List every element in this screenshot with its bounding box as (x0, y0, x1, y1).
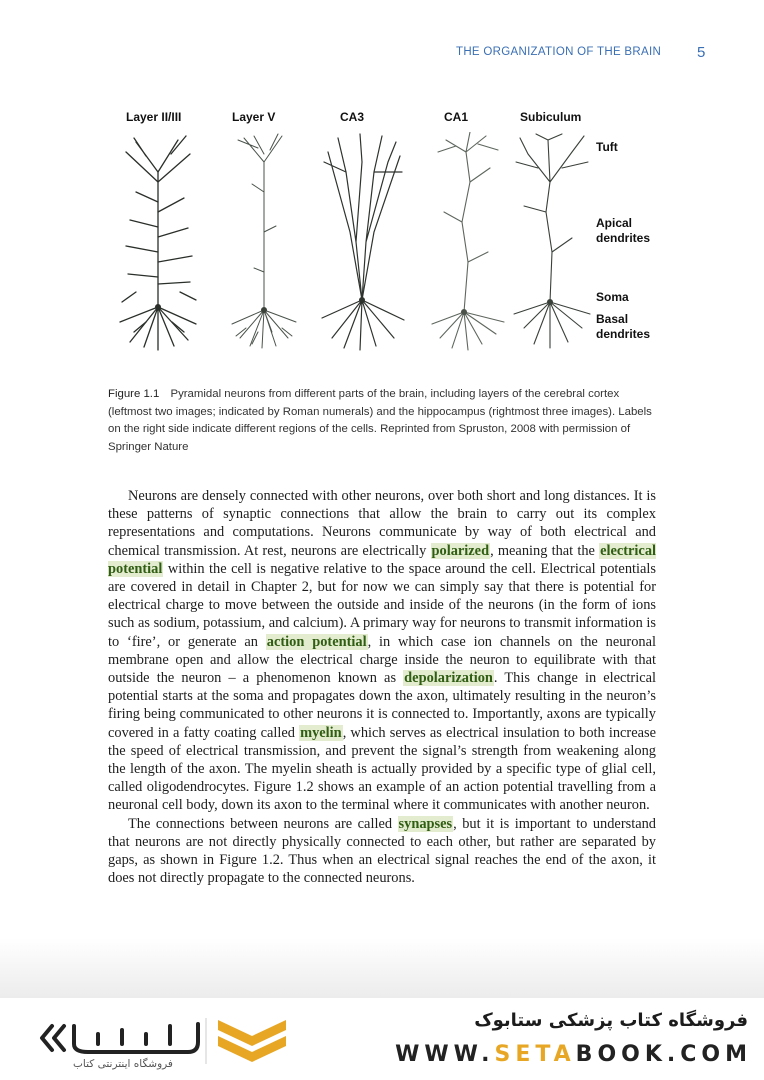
text-run: , but it is important to understand that neurons are not directly physically connected to each other, but rather are separated by gaps, as shown in Figure 1.2. Thus when an electrical signal reaches the end of the axon, it does not directly propagate to the connected neurons. (108, 815, 656, 887)
caption-label: Figure 1.1 (108, 388, 160, 400)
term-myelin: myelin (300, 724, 342, 741)
text-run: , which serves as electrical insulation to both increase the speed of electrical transmission, and prevent the signal’s strength from weakening along the length of the axon. The myelin sheath is actually provided by a specific type of glial cell, called oligodendrocytes. Figure 1.2 shows an example of an action potential travelling from a neuronal cell body, down its axon to the terminal where it communicates with another neuron. (108, 724, 656, 814)
neuron-ca1 (426, 132, 510, 352)
text-run: Neurons are densely connected with other neurons, over both short and long distances. It is these patterns of synaptic connections that allow the brain to carry out its complex representations and computations. Neurons communicate by way of both electrical and chemical transmission. At rest, neurons are electrically (108, 488, 656, 559)
label-layer-5: Layer V (232, 110, 276, 124)
term-depolarization: depolarization (404, 670, 493, 687)
label-subiculum: Subiculum (520, 110, 582, 124)
label-apical-1: Apical (596, 216, 633, 230)
label-ca3: CA3 (340, 110, 365, 124)
figure-neurons (108, 104, 668, 374)
store-banner (0, 998, 764, 1080)
neuron-layer-2-3 (116, 132, 200, 352)
term-polarized: polarized (431, 542, 490, 559)
label-layer-2-3: Layer II/III (126, 110, 182, 124)
store-url (392, 1042, 752, 1067)
term-electrical-potential: electrical potential (108, 542, 657, 577)
term-action-potential: action potential (266, 633, 367, 650)
label-basal-1: Basal (596, 312, 629, 326)
label-basal-2: dendrites (596, 327, 651, 341)
running-head: THE ORGANIZATION OF THE BRAIN (456, 46, 662, 58)
text-run: , in which case ion channels on the neuronal membrane open and allow the electrical charge inside the neuron to equilibrate with that outside the neuron – a phenomenon known as (108, 633, 656, 687)
url-suffix: BOOK.COM (575, 1042, 752, 1067)
neuron-layer-5 (222, 132, 306, 352)
store-title: فروشگاه کتاب پزشکی ستابوک (474, 1010, 748, 1031)
text-run: . This change in electrical potential starts at the soma and propagates down the axon, ultimately resulting in the neuron’s firing being communicated to other neurons it is connected to. Importantly, axons are typically covered in a fatty coating called (108, 670, 656, 741)
text-run: within the cell is negative relative to the space around the cell. Electrical potentials are covered in detail in Chapter 2, but for now we can simply say that there is potential for electrical charge to move between the outside and inside of the neurons (in the form of ions such as sodium, potassium, and calcium). A primary way for neurons to transmit information is to ‘fire’, or generate an (108, 560, 656, 650)
neuron-subiculum (510, 132, 594, 352)
paragraph-1 (108, 487, 656, 815)
page-number: 5 (697, 44, 706, 61)
label-ca1: CA1 (444, 110, 469, 124)
url-accent: SETA (494, 1042, 576, 1067)
page-bottom-fade (0, 938, 764, 998)
body-text (108, 487, 656, 887)
label-apical-2: dendrites (596, 231, 651, 245)
term-synapses: synapses (398, 815, 453, 832)
logo-subtitle: فروشگاه اینترنتی کتاب (73, 1058, 173, 1070)
paragraph-2 (108, 815, 656, 888)
url-prefix: WWW. (395, 1042, 495, 1067)
text-run: The connections between neurons are called (128, 815, 398, 832)
neuron-ca3 (316, 132, 408, 352)
text-run: , meaning that the (490, 542, 600, 559)
label-soma: Soma (596, 290, 629, 304)
figure-caption (108, 386, 656, 456)
caption-text: Pyramidal neurons from different parts of the brain, including layers of the cerebral cortex (leftmost two images; indicated by Roman numerals) and the hippocampus (rightmost three images). Labels on the right side indicate different regions of the cells. Reprinted from Spruston, 2008 with permission of Springer Nature (108, 388, 652, 453)
label-tuft: Tuft (596, 140, 618, 154)
